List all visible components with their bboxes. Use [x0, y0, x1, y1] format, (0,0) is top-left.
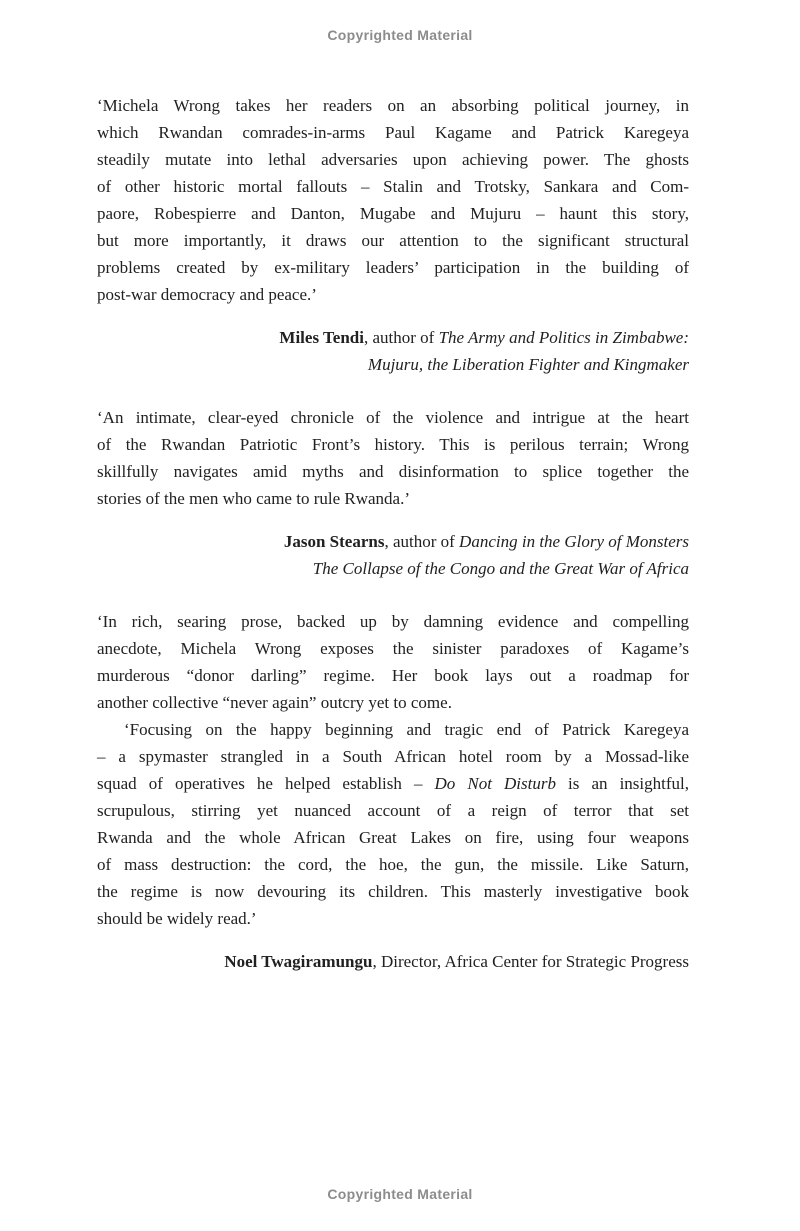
- text-line: [97, 555, 689, 582]
- text-line: [97, 200, 689, 227]
- attribution-noel-twagiramungu: [97, 948, 689, 975]
- copyright-watermark-bottom: Copyrighted Material: [327, 1186, 473, 1202]
- text-segment: problems created by ex-military leaders’ participation in the building of: [97, 258, 689, 277]
- text-segment: which Rwandan comrades-in-arms Paul Kagame and Patrick Karegeya: [97, 123, 689, 142]
- text-line: [97, 528, 689, 555]
- text-segment: of other historic mortal fallouts – Stalin and Trotsky, Sankara and Com-: [97, 177, 689, 196]
- copyright-watermark-top: Copyrighted Material: [327, 27, 473, 43]
- text-line: [97, 431, 689, 458]
- text-line: [97, 948, 689, 975]
- text-line: [97, 797, 689, 824]
- text-line: [97, 227, 689, 254]
- text-line: [97, 608, 689, 635]
- text-line: [97, 351, 689, 378]
- text-segment: , author of: [363, 328, 439, 347]
- text-segment: squad of operatives he helped establish –: [97, 774, 435, 793]
- book-title: The Army and Politics in Zimbabwe:: [438, 328, 689, 347]
- book-title: Mujuru, the Liberation Fighter and Kingmaker: [367, 355, 689, 374]
- text-segment: anecdote, Michela Wrong exposes the sinister paradoxes of Kagame’s: [97, 639, 689, 658]
- text-segment: post-war democracy and peace.’: [97, 285, 317, 304]
- text-segment: ‘An intimate, clear-eyed chronicle of the violence and intrigue at the heart: [97, 408, 689, 427]
- text-line: [97, 173, 689, 200]
- text-line: [97, 92, 689, 119]
- page-content: [97, 92, 689, 975]
- text-segment: steadily mutate into lethal adversaries upon achieving power. The ghosts: [97, 150, 689, 169]
- text-segment: murderous “donor darling” regime. Her book lays out a roadmap for: [97, 666, 689, 685]
- text-line: [97, 324, 689, 351]
- text-line: [97, 716, 689, 743]
- text-line: [97, 458, 689, 485]
- text-line: [97, 905, 689, 932]
- text-segment: scrupulous, stirring yet nuanced account of a reign of terror that set: [97, 801, 689, 820]
- text-line: [97, 281, 689, 308]
- text-segment: paore, Robespierre and Danton, Mugabe and Mujuru – haunt this story,: [97, 204, 689, 223]
- text-line: [97, 485, 689, 512]
- text-line: [97, 770, 689, 797]
- text-line: [97, 878, 689, 905]
- text-line: [97, 635, 689, 662]
- endorsement-quote-tendi: [97, 92, 689, 308]
- endorser-name: Miles Tendi: [279, 328, 364, 347]
- text-segment: of mass destruction: the cord, the hoe, the gun, the missile. Like Saturn,: [97, 855, 689, 874]
- text-segment: but more importantly, it draws our attention to the significant structural: [97, 231, 689, 250]
- text-segment: ‘Focusing on the happy beginning and tragic end of Patrick Karegeya: [124, 720, 689, 739]
- book-title: The Collapse of the Congo and the Great War of Africa: [312, 559, 689, 578]
- text-segment: should be widely read.’: [97, 909, 257, 928]
- text-segment: ‘Michela Wrong takes her readers on an absorbing political journey, in: [97, 96, 689, 115]
- text-segment: Rwanda and the whole African Great Lakes on fire, using four weapons: [97, 828, 689, 847]
- text-line: [97, 254, 689, 281]
- text-segment: , author of: [384, 532, 460, 551]
- text-segment: skillfully navigates amid myths and disinformation to splice together the: [97, 462, 689, 481]
- endorsement-quote-stearns: [97, 404, 689, 512]
- text-line: [97, 119, 689, 146]
- text-line: [97, 824, 689, 851]
- text-segment: of the Rwandan Patriotic Front’s history. This is perilous terrain; Wrong: [97, 435, 689, 454]
- text-line: [97, 689, 689, 716]
- attribution-jason-stearns: [97, 528, 689, 582]
- text-line: [97, 851, 689, 878]
- attribution-miles-tendi: [97, 324, 689, 378]
- endorser-name: Jason Stearns: [283, 532, 385, 551]
- text-segment: ‘In rich, searing prose, backed up by damning evidence and compelling: [97, 612, 689, 631]
- text-line: [97, 662, 689, 689]
- text-line: [97, 146, 689, 173]
- book-title: Dancing in the Glory of Monsters: [459, 532, 689, 551]
- text-segment: – a spymaster strangled in a South African hotel room by a Mossad-like: [97, 747, 689, 766]
- text-line: [97, 404, 689, 431]
- text-segment: another collective “never again” outcry yet to come.: [97, 693, 452, 712]
- book-title: Do Not Disturb: [434, 774, 556, 793]
- endorsement-quote-twagiramungu: [97, 608, 689, 932]
- text-segment: is an insightful,: [555, 774, 689, 793]
- text-segment: the regime is now devouring its children. This masterly investigative book: [97, 882, 689, 901]
- text-segment: , Director, Africa Center for Strategic Progress: [372, 952, 689, 971]
- text-line: [97, 743, 689, 770]
- endorser-name: Noel Twagiramungu: [224, 952, 373, 971]
- text-segment: stories of the men who came to rule Rwanda.’: [97, 489, 410, 508]
